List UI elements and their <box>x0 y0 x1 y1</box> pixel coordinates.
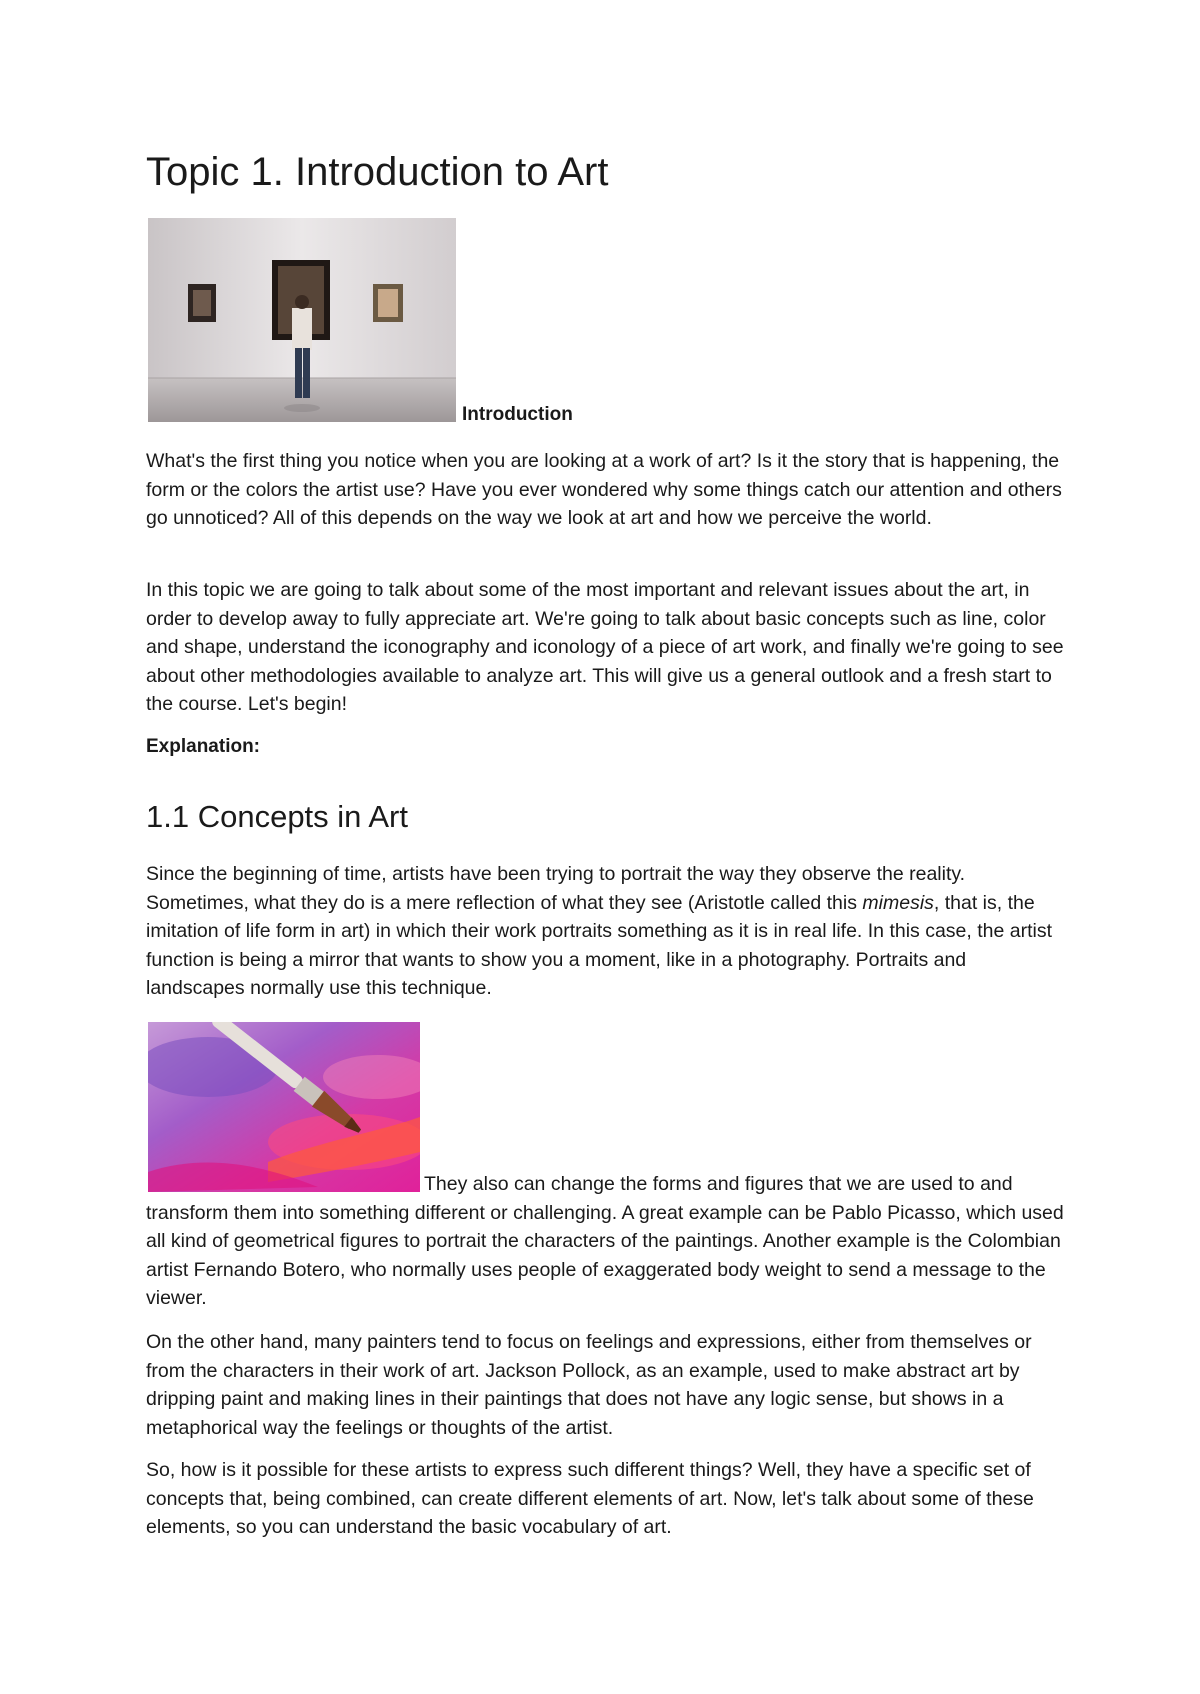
concepts-paragraph: They also can change the forms and figures that we are used to and transform them into something different or challenging. A great example can be Pablo Picasso, which used all kind of geometrical figures to portrait the characters of the paintings. Another example is the Colombian artist Fernando Botero, who normally uses people of exaggerated body weight to send a message to the viewer. <box>146 1173 1064 1309</box>
text-run: Since the beginning of time, artists have been trying to portrait the way they observe the reality. Sometimes, what they do is a mere reflection of what they see (Aristotle called this <box>146 863 966 914</box>
section-heading: 1.1 Concepts in Art <box>146 799 408 834</box>
concepts-paragraph: On the other hand, many painters tend to focus on feelings and expressions, either from themselves or from the characters in their work of art. Jackson Pollock, as an example, used to make abstract art by dripping paint and making lines in their paintings that does not have any logic sense, but shows in a metaphorical way the feelings or thoughts of the artist. <box>146 1331 1032 1439</box>
intro-paragraph: In this topic we are going to talk about some of the most important and relevant issues about the art, in order to develop away to fully appreciate art. We're going to talk about basic concepts such as line, color and shape, understand the iconography and iconology of a piece of art work, and finally we're going to see about other methodologies available to analyze art. This will give us a general outlook and a fresh start to the course. Let's begin! <box>146 579 1064 715</box>
document-title: Topic 1. Introduction to Art <box>146 150 609 194</box>
concepts-paragraph <box>146 860 1066 1003</box>
intro-paragraph: What's the first thing you notice when you are looking at a work of art? Is it the story that is happening, the form or the colors the artist use? Have you ever wondered why some things catch our attention and others go unnoticed? All of this depends on the way we look at art and how we perceive the world. <box>146 450 1062 529</box>
text-run: , that is, the imitation of life form in art) in which their work portraits something as it is in real life. In this case, the artist function is being a mirror that wants to show you a moment, like in a photography. Portraits and landscapes normally use this technique. <box>146 891 1053 999</box>
paintbrush-photo <box>148 1022 420 1192</box>
emphasis-text: mimesis <box>862 891 934 914</box>
gallery-photo <box>148 218 456 422</box>
concepts-paragraph: So, how is it possible for these artists to express such different things? Well, they have a specific set of concepts that, being combined, can create different elements of art. Now, let's talk about some of these elements, so you can understand the basic vocabulary of art. <box>146 1459 1034 1538</box>
explanation-label: Explanation: <box>146 736 261 757</box>
introduction-label: Introduction <box>462 404 573 425</box>
